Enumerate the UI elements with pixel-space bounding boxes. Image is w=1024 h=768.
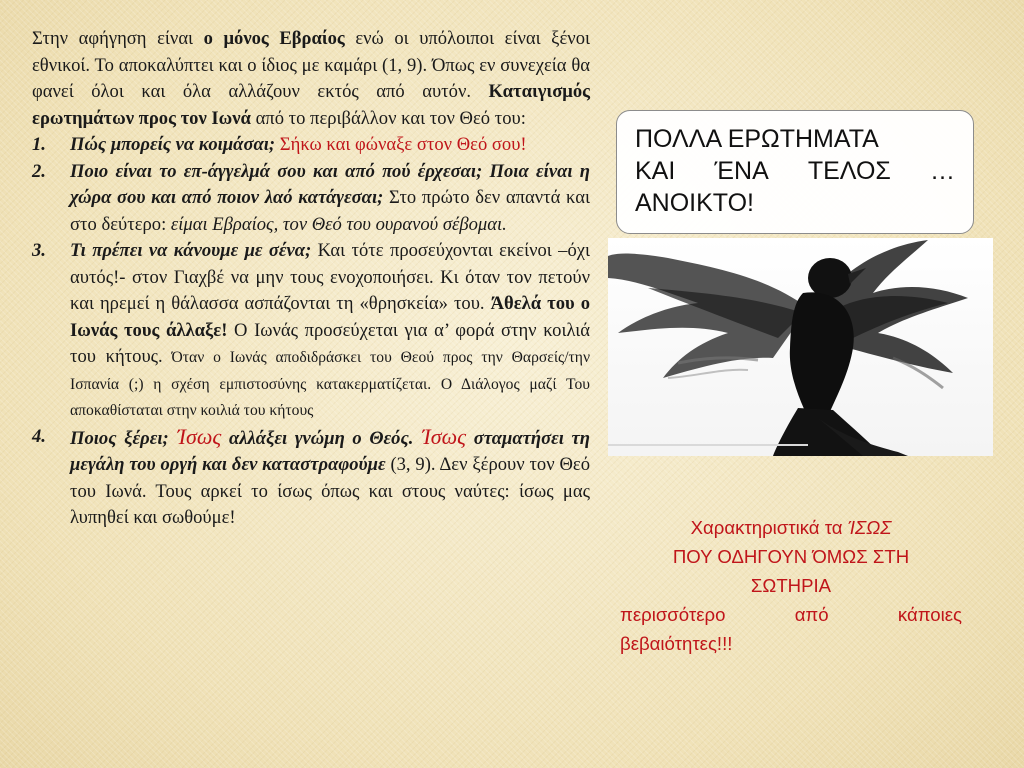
list-number: 3. bbox=[32, 240, 46, 261]
callout-line-2 bbox=[635, 155, 955, 187]
red-caption bbox=[620, 513, 962, 658]
list-number: 2. bbox=[32, 160, 46, 182]
callout-word: ΚΑΙ bbox=[635, 157, 676, 185]
list-item bbox=[32, 424, 590, 532]
main-text-column bbox=[32, 26, 590, 532]
question-text: Τι πρέπει να κάνουμε με σένα; bbox=[70, 240, 312, 261]
item-text-cut: ίσως μας λυπηθεί και σωθούμε! bbox=[70, 480, 590, 528]
intro-text-3: από το περιβάλλον και τον Θεό του: bbox=[250, 107, 526, 129]
caption-line-3: ΣΩΤΗΡΙΑ bbox=[750, 575, 832, 596]
intro-text-1: Στην αφήγηση είναι bbox=[32, 28, 204, 49]
italic-answer: είμαι Εβραίος, τον Θεό του ουρανού σέβομαι. bbox=[170, 213, 507, 235]
dove-image bbox=[608, 238, 993, 456]
callout-word: ΤΕΛΟΣ bbox=[807, 157, 891, 185]
list-number: 4. bbox=[32, 425, 46, 447]
item-text: Και τότε προσεύχονται εκείνοι –όχι αυτός!- στον Γιαχβέ να μην τους ενοχοποιήσει. Κι όταν τον πετούν και ηρεμεί η θάλασσα ασπάζονται τη «θρησκεία» του. bbox=[70, 240, 590, 314]
caption-isos: ΊΣΩΣ bbox=[847, 517, 892, 538]
caption-text: Χαρακτηριστικά τα bbox=[690, 517, 848, 538]
list-item bbox=[32, 132, 590, 159]
red-isos: Ίσως bbox=[413, 423, 467, 449]
list-item bbox=[32, 238, 590, 424]
caption-word: περισσότερο bbox=[620, 604, 726, 625]
question-text: σταματήσει τη μεγάλη του οργή και δεν καταστραφούμε bbox=[70, 427, 590, 475]
caption-line-5: βεβαιότητες!!! bbox=[620, 633, 733, 654]
item-text: Στο πρώτο δεν απαντά και στο δεύτερο: bbox=[70, 187, 590, 235]
item-text: (3, 9). Δεν ξέρουν τον Θεό του Ιωνά. Τους αρκεί το ίσως όπως και στους ναύτες: bbox=[70, 454, 590, 502]
callout-line-1: ΠΟΛΛΑ ΕΡΩΤΗΜΑΤΑ bbox=[635, 125, 879, 153]
small-note: Όταν ο Ιωνάς αποδιδράσκει του Θεού προς την Θαρσείς/την Ισπανία (;) η σχέση εμπιστοσύνης κατακερματίζεται. Ο Διάλογος μαζί Του αποκαθίσταται στην κοιλιά του κήτους bbox=[70, 349, 591, 419]
list-number: 1. bbox=[32, 134, 46, 155]
caption-word: κάποιες bbox=[897, 604, 962, 625]
caption-line-1 bbox=[620, 513, 962, 542]
intro-bold-2: Καταιγισμός ερωτημάτων προς τον Ιωνά bbox=[32, 81, 590, 129]
red-isos: Ίσως bbox=[168, 423, 222, 449]
callout-word: … bbox=[930, 157, 955, 185]
callout-line-3: ΑΝΟΙΚΤΟ! bbox=[635, 189, 755, 217]
item-text: Ο Ιωνάς προσεύχεται για α’ φορά στην κοιλιά του κήτους. bbox=[70, 319, 590, 367]
callout-word: ΈΝΑ bbox=[714, 157, 769, 185]
intro-bold-1: ο μόνος Εβραίος bbox=[203, 28, 345, 49]
bold-statement: Άθελά του ο Ιωνάς τους άλλαξε! bbox=[70, 293, 591, 341]
caption-line-4 bbox=[620, 600, 962, 629]
list-item bbox=[32, 159, 590, 239]
caption-word: από bbox=[794, 604, 829, 625]
speech-box bbox=[616, 110, 974, 234]
question-text: Πώς μπορείς να κοιμάσαι; bbox=[70, 134, 276, 155]
questions-list bbox=[32, 132, 590, 532]
intro-text-2: ενώ οι υπόλοιποι είναι ξένοι εθνικοί. Το αποκαλύπτει και ο ίδιος με καμάρι (1, 9). Όπως εν συνεχεία θα φανεί όλοι και όλα αλλάζουν εκτός από αυτόν. bbox=[32, 28, 590, 102]
question-text: Ποιο είναι το επ-άγγελμά σου και από πού έρχεσαι; Ποια είναι η χώρα σου και από ποιον λαό κατάγεσαι; bbox=[70, 160, 590, 208]
intro-paragraph bbox=[32, 26, 590, 132]
question-text: Ποιος ξέρει; bbox=[70, 427, 169, 449]
question-text: αλλάξει γνώμη ο Θεός. bbox=[221, 427, 414, 449]
caption-line-2: ΠΟΥ ΟΔΗΓΟΥΝ ΌΜΩΣ ΣΤΗ bbox=[672, 546, 910, 567]
dove-illustration bbox=[608, 238, 993, 456]
red-answer: Σήκω και φώναξε στον Θεό σου! bbox=[275, 134, 527, 155]
